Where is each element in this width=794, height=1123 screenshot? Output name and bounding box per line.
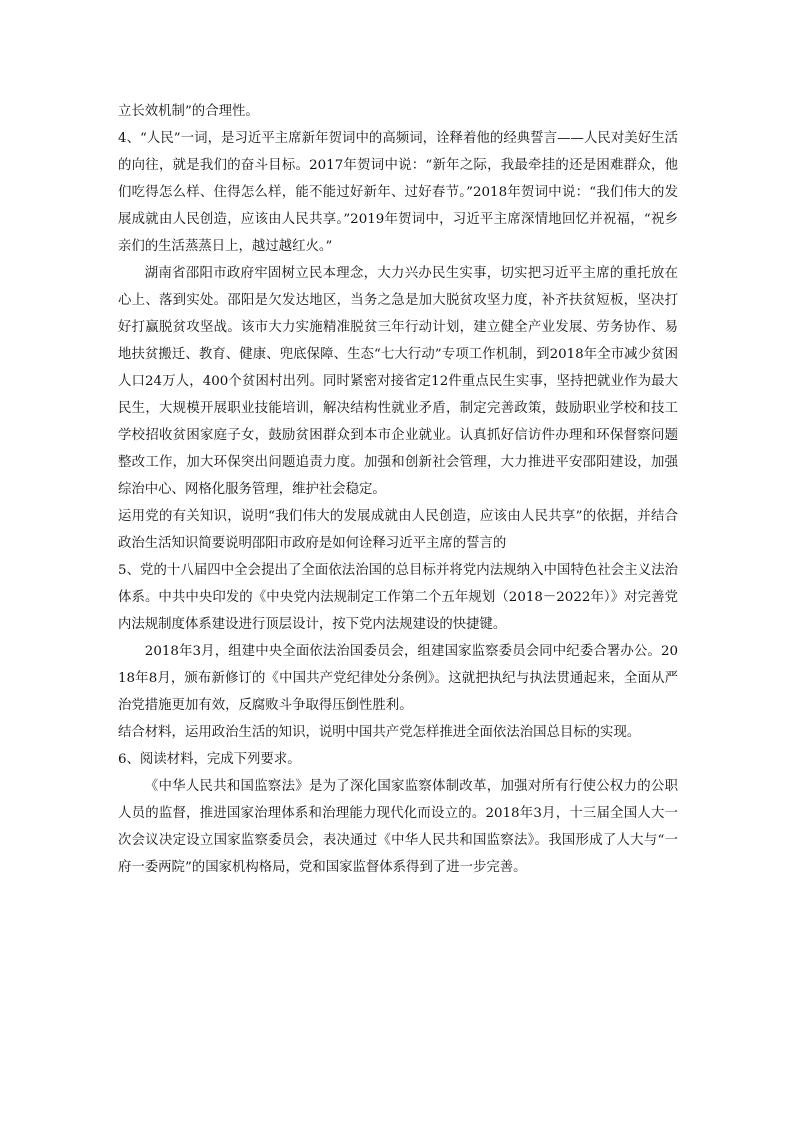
question-6-heading: 6、阅读材料，完成下列要求。 [118, 752, 301, 767]
question-5-prompt: 结合材料，运用政治生活的知识，说明中国共产党怎样推进全面依法治国总目标的实现。 [118, 725, 641, 740]
paragraph-continuation: 立长效机制”的合理性。 [118, 104, 259, 119]
question-5-material: 5、党的十八届四中全会提出了全面依法治国的总目标并将党内法规纳入中国特色社会主义法治体系。中共中央印发的《中央党内法规制定工作第二个五年规划（2018－2022年）》对完善党内法规制度体系建设进行顶层设计，按下党内法规建设的快捷键。 [118, 563, 678, 632]
question-6-material: 《中华人民共和国监察法》是为了深化国家监察体制改革，加强对所有行使公权力的公职人员的监督，推进国家治理体系和治理能力现代化而设立的。2018年3月，十三届全国人大一次会议决定设立国家监察委员会，表决通过《中华人民共和国监察法》。我国形成了人大与“一府一委两院”的国家机构格局，党和国家监督体系得到了进一步完善。 [118, 779, 678, 875]
document-body [118, 98, 678, 881]
shaoyang-material: 湖南省邵阳市政府牢固树立民本理念，大力兴办民生实事，切实把习近平主席的重托放在心上、落到实处。邵阳是欠发达地区，当务之急是加大脱贫攻坚力度，补齐扶贫短板，坚决打好打赢脱贫攻坚战。该市大力实施精准脱贫三年行动计划，建立健全产业发展、劳务协作、易地扶贫搬迁、教育、健康、兜底保障、生态“七大行动”专项工作机制，到2018年全市减少贫困人口24万人，400个贫困村出列。同时紧密对接省定12件重点民生实事，坚持把就业作为最大民生，大规模开展职业技能培训，解决结构性就业矛盾，制定完善政策，鼓励职业学校和技工学校招收贫困家庭子女，鼓励贫困群众到本市企业就业。认真抓好信访件办理和环保督察问题整改工作，加大环保突出问题追责力度。加强和创新社会管理，大力推进平安邵阳建设，加强综治中心、网格化服务管理，维护社会稳定。 [118, 266, 678, 497]
question-4-prompt: 运用党的有关知识，说明“我们伟大的发展成就由人民创造，应该由人民共享”的依据，并结合政治生活知识简要说明邵阳市政府是如何诠释习近平主席的誓言的 [118, 509, 678, 551]
question-5-detail: 2018年3月，组建中央全面依法治国委员会，组建国家监察委员会同中纪委合署办公。2018年8月，颁布新修订的《中国共产党纪律处分条例》。这就把执纪与执法贯通起来，全面从严治党措施更加有效，反腐败斗争取得压倒性胜利。 [118, 644, 678, 713]
question-4-material: 4、“人民”一词，是习近平主席新年贺词中的高频词，诠释着他的经典誓言——人民对美好生活的向往，就是我们的奋斗目标。2017年贺词中说：“新年之际，我最牵挂的还是困难群众，他们吃得怎么样、住得怎么样，能不能过好新年、过好春节。”2018年贺词中说：“我们伟大的发展成就由人民创造，应该由人民共享。”2019年贺词中，习近平主席深情地回忆并祝福，“祝乡亲们的生活蒸蒸日上，越过越红火。” [118, 131, 678, 254]
